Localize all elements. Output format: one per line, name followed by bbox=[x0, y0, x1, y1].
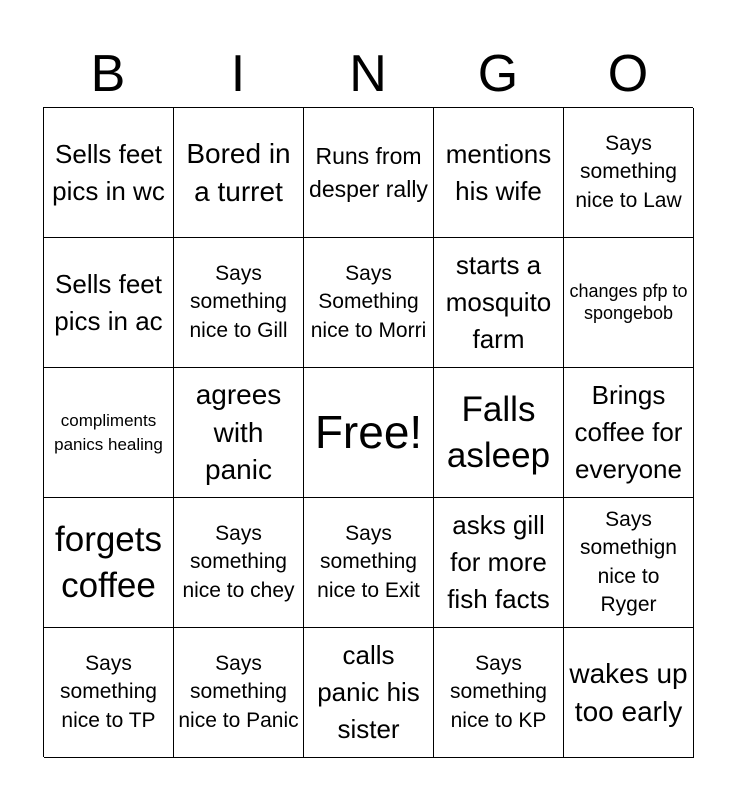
cell-text: forgets coffee bbox=[55, 520, 162, 605]
bingo-cell[interactable] bbox=[564, 108, 694, 238]
bingo-cell[interactable] bbox=[434, 108, 564, 238]
header-letter-b: B bbox=[90, 45, 126, 103]
free-space-text: Free! bbox=[314, 405, 423, 458]
free-space-cell[interactable] bbox=[304, 368, 434, 498]
cell-text: Says something nice to TP bbox=[60, 651, 157, 732]
cell-text: Falls asleep bbox=[446, 390, 551, 475]
cell-text: agrees with panic bbox=[195, 378, 282, 486]
bingo-cell[interactable] bbox=[304, 498, 434, 628]
cell-text: calls panic his sister bbox=[317, 640, 420, 744]
cell-text: Says something nice to Exit bbox=[317, 521, 420, 602]
bingo-cell[interactable] bbox=[304, 628, 434, 758]
bingo-cell[interactable] bbox=[174, 368, 304, 498]
bingo-cell[interactable] bbox=[564, 498, 694, 628]
cell-text: Bored in a turret bbox=[186, 137, 291, 207]
bingo-header bbox=[43, 44, 693, 104]
cell-text: Says something nice to Law bbox=[575, 131, 682, 212]
bingo-cell[interactable] bbox=[44, 108, 174, 238]
cell-text: Says Something nice to Morri bbox=[310, 261, 427, 342]
cell-text: Says something nice to Gill bbox=[189, 261, 288, 342]
bingo-cell[interactable] bbox=[304, 238, 434, 368]
header-letter-g: G bbox=[477, 45, 519, 103]
cell-text: changes pfp to spongebob bbox=[569, 280, 688, 323]
cell-text: asks gill for more fish facts bbox=[447, 510, 550, 614]
cell-text: wakes up too early bbox=[569, 657, 688, 727]
cell-text: Brings coffee for everyone bbox=[574, 380, 683, 484]
bingo-cell[interactable] bbox=[434, 628, 564, 758]
cell-text: Runs from desper rally bbox=[309, 143, 428, 202]
cell-text: compliments panics healing bbox=[54, 410, 163, 454]
bingo-cell[interactable] bbox=[564, 628, 694, 758]
bingo-cell[interactable] bbox=[44, 368, 174, 498]
cell-text: Says something nice to KP bbox=[450, 651, 547, 732]
cell-text: starts a mosquito farm bbox=[445, 250, 552, 354]
bingo-cell[interactable] bbox=[174, 238, 304, 368]
bingo-board bbox=[43, 107, 693, 757]
cell-text: Sells feet pics in ac bbox=[54, 268, 163, 336]
cell-text: Sells feet pics in wc bbox=[52, 138, 165, 206]
bingo-cell[interactable] bbox=[434, 368, 564, 498]
header-letter-n: N bbox=[349, 45, 387, 103]
bingo-cell[interactable] bbox=[174, 628, 304, 758]
cell-text: mentions his wife bbox=[445, 138, 552, 206]
bingo-cell[interactable] bbox=[434, 238, 564, 368]
bingo-cell[interactable] bbox=[44, 498, 174, 628]
cell-text: Says somethign nice to Ryger bbox=[580, 507, 677, 616]
header-letter-i: I bbox=[230, 45, 246, 103]
bingo-cell[interactable] bbox=[174, 498, 304, 628]
bingo-cell[interactable] bbox=[434, 498, 564, 628]
bingo-cell[interactable] bbox=[44, 238, 174, 368]
cell-text: Says something nice to chey bbox=[182, 521, 295, 602]
bingo-cell[interactable] bbox=[44, 628, 174, 758]
bingo-cell[interactable] bbox=[304, 108, 434, 238]
bingo-cell[interactable] bbox=[564, 238, 694, 368]
cell-text: Says something nice to Panic bbox=[178, 651, 299, 732]
bingo-cell[interactable] bbox=[564, 368, 694, 498]
bingo-cell[interactable] bbox=[174, 108, 304, 238]
header-letter-o: O bbox=[607, 45, 649, 103]
